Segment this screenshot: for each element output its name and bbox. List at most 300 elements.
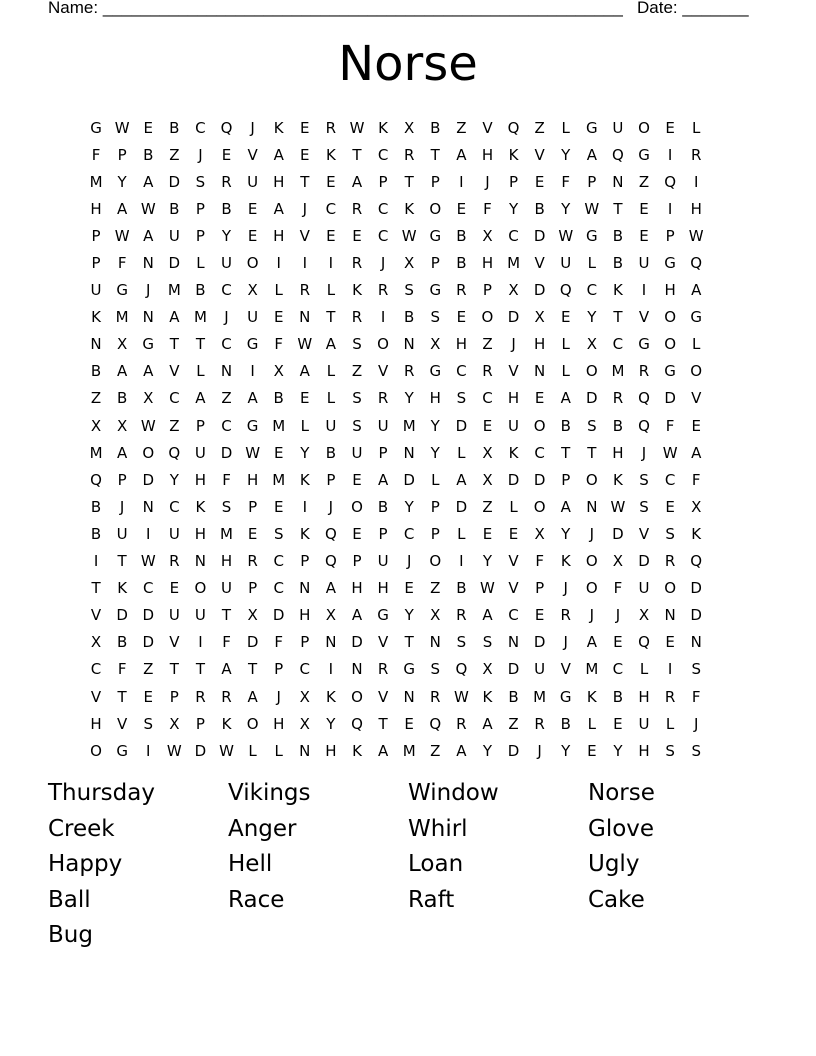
grid-letter: Y — [221, 226, 232, 245]
grid-letter: X — [586, 335, 597, 354]
grid-letter: A — [117, 443, 128, 462]
grid-letter: G — [142, 335, 155, 354]
grid-letter: R — [664, 552, 676, 571]
grid-letter: D — [220, 443, 233, 462]
grid-letter: N — [664, 606, 676, 625]
grid-letter: D — [533, 281, 546, 300]
grid-letter: P — [430, 172, 440, 191]
grid-letter: G — [664, 254, 676, 273]
grid-letter: D — [194, 741, 207, 760]
grid-letter: A — [169, 308, 180, 327]
grid-letter: B — [560, 714, 571, 733]
grid-letter: H — [690, 199, 702, 218]
grid-letter: R — [351, 254, 363, 273]
grid-letter: C — [142, 579, 154, 598]
grid-letter: E — [404, 579, 414, 598]
grid-letter: U — [221, 579, 232, 598]
grid-letter: D — [586, 389, 598, 408]
grid-letter: D — [507, 308, 520, 327]
grid-letter: L — [509, 497, 518, 516]
grid-letter: Q — [324, 524, 337, 543]
grid-letter: E — [326, 226, 336, 245]
grid-letter: F — [483, 199, 492, 218]
grid-letter: O — [194, 579, 207, 598]
grid-letter: C — [612, 660, 624, 679]
grid-letter: V — [534, 145, 545, 164]
grid-letter: R — [534, 714, 545, 733]
grid-letter: B — [221, 199, 232, 218]
grid-letter: J — [615, 606, 621, 625]
grid-letter: Y — [169, 470, 179, 489]
grid-letter: G — [559, 687, 572, 706]
grid-letter: T — [117, 687, 127, 706]
grid-letter: A — [299, 362, 310, 381]
grid-letter: B — [116, 633, 128, 652]
grid-letter: L — [457, 524, 466, 543]
grid-letter: D — [533, 226, 546, 245]
grid-letter: V — [247, 145, 258, 164]
grid-letter: M — [220, 524, 233, 543]
grid-letter: W — [140, 416, 156, 435]
grid-letter: U — [247, 172, 259, 191]
grid-letter: O — [429, 552, 442, 571]
grid-letter: B — [377, 497, 389, 516]
grid-letter: L — [587, 254, 596, 273]
grid-letter: L — [274, 741, 283, 760]
grid-row — [83, 548, 709, 575]
grid-letter: F — [222, 633, 231, 652]
grid-letter: E — [273, 308, 284, 327]
grid-letter: K — [404, 199, 415, 218]
grid-letter: F — [535, 552, 544, 571]
grid-letter: I — [250, 362, 255, 381]
grid-letter: N — [220, 362, 233, 381]
date-blank[interactable]: _______ — [682, 0, 749, 17]
grid-letter: S — [430, 660, 441, 679]
grid-letter: P — [430, 497, 440, 516]
grid-letter: K — [613, 470, 623, 489]
grid-letter: N — [142, 254, 154, 273]
grid-letter: T — [91, 579, 101, 598]
grid-letter: A — [325, 335, 337, 354]
grid-letter: Z — [482, 335, 493, 354]
grid-letter: Y — [561, 199, 571, 218]
grid-letter: U — [168, 606, 180, 625]
grid-letter: M — [402, 416, 416, 435]
grid-letter: B — [116, 389, 128, 408]
grid-letter: U — [116, 524, 128, 543]
grid-letter: R — [247, 552, 258, 571]
grid-letter: E — [482, 524, 493, 543]
grid-letter: N — [325, 633, 337, 652]
grid-letter: J — [406, 552, 412, 571]
grid-letter: P — [248, 579, 258, 598]
grid-letter: H — [638, 687, 650, 706]
grid-row — [83, 439, 709, 466]
grid-letter: R — [403, 362, 415, 381]
grid-letter: Z — [638, 172, 650, 191]
grid-row — [83, 412, 709, 439]
grid-letter: B — [169, 199, 180, 218]
grid-letter: K — [482, 687, 493, 706]
grid-letter: Z — [143, 660, 154, 679]
grid-letter: Q — [429, 714, 442, 733]
grid-letter: X — [273, 362, 284, 381]
grid-letter: J — [224, 308, 229, 327]
grid-letter: V — [90, 687, 102, 706]
grid-letter: I — [276, 254, 281, 273]
grid-letter: A — [691, 281, 702, 300]
grid-letter: Z — [169, 416, 180, 435]
word-list-item: Happy — [48, 851, 123, 878]
grid-letter: U — [508, 416, 520, 435]
word-list-item: Whirl — [408, 815, 468, 842]
grid-letter: D — [246, 633, 259, 652]
grid-letter: B — [612, 687, 624, 706]
grid-letter: E — [247, 524, 258, 543]
grid-letter: O — [664, 308, 677, 327]
grid-letter: C — [482, 389, 493, 408]
grid-letter: X — [534, 524, 545, 543]
grid-letter: P — [117, 145, 127, 164]
grid-letter: D — [455, 416, 468, 435]
word-list-item: Cake — [588, 886, 645, 913]
grid-letter: F — [117, 254, 127, 273]
grid-letter: E — [143, 687, 153, 706]
grid-letter: Y — [430, 443, 440, 462]
grid-letter: X — [638, 606, 650, 625]
grid-letter: N — [90, 335, 102, 354]
grid-letter: T — [352, 145, 362, 164]
grid-letter: W — [480, 579, 495, 598]
grid-letter: B — [169, 118, 180, 137]
grid-letter: Z — [456, 118, 467, 137]
word-list-item: Hell — [228, 851, 273, 878]
grid-letter: L — [692, 335, 701, 354]
grid-letter: J — [146, 281, 151, 300]
grid-letter: D — [403, 470, 415, 489]
grid-letter: Z — [430, 579, 441, 598]
grid-letter: C — [612, 335, 624, 354]
grid-letter: A — [117, 362, 128, 381]
grid-letter: K — [273, 118, 284, 137]
grid-letter: S — [143, 714, 153, 733]
word-list-item: Norse — [588, 780, 655, 806]
grid-letter: D — [507, 741, 520, 760]
grid-letter: W — [114, 226, 130, 245]
grid-letter: K — [352, 281, 362, 300]
grid-letter: U — [194, 443, 206, 462]
grid-letter: D — [168, 254, 181, 273]
grid-letter: C — [508, 606, 519, 625]
word-list-item: Bug — [48, 922, 93, 949]
grid-letter: M — [507, 254, 521, 273]
grid-letter: C — [195, 118, 206, 137]
grid-letter: V — [377, 633, 389, 652]
grid-letter: U — [90, 281, 102, 300]
grid-letter: B — [273, 389, 284, 408]
grid-letter: T — [404, 633, 414, 652]
grid-letter: N — [299, 308, 311, 327]
word-list-item: Raft — [408, 886, 455, 913]
grid-letter: X — [404, 254, 415, 273]
grid-letter: D — [351, 633, 363, 652]
grid-letter: R — [221, 172, 232, 191]
grid-letter: R — [299, 281, 311, 300]
grid-letter: E — [665, 497, 675, 516]
grid-letter: G — [246, 416, 259, 435]
grid-letter: L — [431, 470, 440, 489]
grid-letter: Y — [508, 199, 519, 218]
grid-letter: I — [328, 254, 334, 273]
grid-letter: I — [667, 199, 673, 218]
grid-letter: N — [586, 497, 598, 516]
grid-letter: C — [377, 226, 389, 245]
grid-letter: Q — [90, 470, 102, 489]
grid-letter: Q — [690, 552, 703, 571]
grid-letter: D — [116, 606, 128, 625]
grid-letter: F — [561, 172, 571, 191]
grid-letter: I — [667, 660, 673, 679]
grid-letter: S — [482, 633, 493, 652]
grid-row — [83, 520, 709, 547]
grid-letter: P — [117, 470, 127, 489]
grid-letter: M — [272, 416, 286, 435]
grid-letter: Y — [404, 606, 414, 625]
word-list-item: Vikings — [228, 780, 311, 806]
grid-letter: M — [167, 281, 181, 300]
grid-letter: V — [169, 633, 180, 652]
grid-letter: H — [273, 714, 285, 733]
grid-letter: E — [404, 714, 414, 733]
grid-letter: X — [90, 633, 102, 652]
grid-letter: V — [691, 389, 702, 408]
grid-letter: B — [612, 226, 624, 245]
grid-letter: G — [638, 145, 650, 164]
grid-letter: J — [328, 497, 334, 516]
grid-letter: H — [194, 470, 207, 489]
grid-letter: O — [664, 579, 677, 598]
grid-letter: Q — [612, 145, 624, 164]
grid-row — [83, 277, 709, 304]
grid-row — [83, 683, 709, 710]
grid-letter: B — [456, 226, 467, 245]
grid-letter: P — [378, 172, 388, 191]
grid-letter: A — [351, 606, 363, 625]
grid-letter: R — [664, 687, 676, 706]
grid-letter: T — [404, 172, 414, 191]
header-line — [48, 0, 749, 18]
grid-letter: C — [221, 335, 232, 354]
grid-letter: B — [90, 497, 102, 516]
grid-letter: M — [89, 443, 103, 462]
grid-letter: O — [429, 199, 442, 218]
grid-letter: X — [247, 281, 258, 300]
grid-letter: U — [377, 552, 389, 571]
grid-letter: K — [508, 443, 519, 462]
grid-letter: T — [587, 443, 597, 462]
grid-letter: K — [91, 308, 101, 327]
grid-letter: U — [168, 524, 180, 543]
grid-letter: W — [610, 497, 626, 516]
grid-letter: U — [534, 660, 546, 679]
grid-letter: O — [246, 254, 259, 273]
grid-letter: U — [168, 226, 180, 245]
grid-letter: V — [638, 308, 650, 327]
grid-letter: H — [664, 281, 676, 300]
grid-letter: N — [299, 741, 311, 760]
grid-letter: H — [246, 470, 259, 489]
grid-letter: S — [352, 389, 362, 408]
grid-row — [83, 358, 709, 385]
grid-letter: D — [507, 660, 520, 679]
grid-letter: L — [561, 335, 570, 354]
grid-letter: E — [326, 172, 336, 191]
grid-letter: A — [143, 172, 154, 191]
grid-letter: X — [404, 118, 415, 137]
grid-letter: L — [274, 281, 283, 300]
name-blank[interactable]: _______________________________________________________ — [102, 0, 623, 17]
grid-letter: E — [665, 118, 675, 137]
grid-letter: L — [561, 118, 570, 137]
grid-letter: G — [586, 226, 598, 245]
grid-letter: R — [456, 606, 467, 625]
grid-letter: L — [457, 443, 466, 462]
grid-letter: D — [690, 579, 702, 598]
word-list-item: Creek — [48, 815, 115, 842]
grid-letter: L — [196, 362, 205, 381]
grid-letter: C — [169, 497, 180, 516]
grid-letter: B — [90, 524, 102, 543]
grid-letter: Y — [613, 741, 623, 760]
grid-letter: A — [377, 741, 389, 760]
grid-letter: Y — [482, 552, 493, 571]
grid-letter: T — [169, 660, 179, 679]
grid-letter: W — [584, 199, 600, 218]
grid-letter: U — [638, 714, 650, 733]
grid-letter: A — [247, 687, 258, 706]
grid-letter: R — [612, 389, 624, 408]
grid-letter: E — [613, 633, 623, 652]
grid-letter: T — [221, 606, 232, 625]
grid-letter: C — [221, 416, 232, 435]
grid-letter: Y — [587, 308, 597, 327]
grid-letter: O — [90, 741, 102, 760]
grid-letter: J — [537, 741, 542, 760]
grid-letter: Z — [90, 389, 102, 408]
grid-letter: H — [194, 524, 207, 543]
grid-letter: T — [561, 443, 571, 462]
grid-letter: I — [459, 552, 464, 571]
grid-letter: P — [561, 470, 571, 489]
grid-letter: P — [482, 281, 492, 300]
grid-letter: S — [665, 741, 675, 760]
grid-letter: P — [91, 226, 101, 245]
grid-letter: G — [690, 308, 703, 327]
grid-letter: V — [560, 660, 571, 679]
grid-letter: W — [245, 443, 261, 462]
word-list-item: Ugly — [588, 851, 640, 878]
grid-letter: F — [274, 335, 284, 354]
grid-letter: Y — [430, 416, 440, 435]
grid-letter: H — [90, 714, 102, 733]
grid-letter: Q — [638, 389, 650, 408]
grid-letter: A — [560, 389, 571, 408]
grid-letter: H — [220, 552, 233, 571]
grid-letter: G — [664, 362, 676, 381]
grid-letter: P — [378, 443, 388, 462]
grid-letter: A — [221, 660, 232, 679]
grid-letter: H — [481, 145, 494, 164]
grid-letter: N — [403, 443, 415, 462]
grid-letter: Y — [326, 714, 336, 733]
grid-letter: Y — [117, 172, 127, 191]
grid-letter: S — [404, 281, 414, 300]
grid-letter: M — [115, 308, 129, 327]
grid-letter: X — [430, 335, 441, 354]
grid-letter: X — [90, 416, 102, 435]
grid-letter: B — [90, 362, 102, 381]
grid-letter: V — [377, 687, 389, 706]
grid-letter: T — [613, 308, 623, 327]
grid-letter: Q — [638, 416, 650, 435]
grid-letter: C — [169, 389, 180, 408]
page-title: Norse — [338, 36, 478, 92]
grid-letter: I — [302, 254, 308, 273]
grid-letter: N — [299, 579, 311, 598]
grid-letter: P — [352, 552, 362, 571]
grid-letter: N — [507, 633, 520, 652]
grid-letter: N — [142, 308, 154, 327]
grid-letter: X — [482, 443, 493, 462]
grid-row — [83, 493, 709, 520]
grid-row — [83, 385, 709, 412]
grid-letter: E — [534, 172, 545, 191]
grid-letter: O — [533, 416, 546, 435]
grid-row — [83, 141, 709, 168]
grid-letter: E — [300, 145, 310, 164]
grid-row — [83, 575, 709, 602]
grid-letter: L — [196, 254, 205, 273]
grid-letter: V — [299, 226, 310, 245]
grid-letter: J — [693, 714, 699, 733]
grid-letter: E — [665, 633, 675, 652]
grid-letter: A — [273, 199, 284, 218]
grid-row — [83, 710, 709, 737]
grid-letter: X — [117, 335, 128, 354]
grid-letter: A — [325, 579, 337, 598]
grid-letter: I — [641, 281, 647, 300]
grid-letter: K — [586, 687, 597, 706]
grid-letter: S — [691, 660, 701, 679]
grid-letter: S — [665, 524, 675, 543]
grid-letter: D — [690, 606, 702, 625]
grid-letter: H — [481, 254, 494, 273]
grid-letter: S — [587, 416, 597, 435]
grid-letter: T — [613, 199, 623, 218]
grid-letter: S — [639, 497, 649, 516]
grid-letter: U — [247, 308, 259, 327]
grid-letter: P — [300, 552, 310, 571]
grid-letter: A — [143, 362, 154, 381]
grid-letter: T — [169, 335, 179, 354]
grid-letter: W — [558, 226, 574, 245]
grid-letter: C — [456, 362, 467, 381]
grid-letter: W — [662, 443, 678, 462]
grid-row — [83, 331, 709, 358]
grid-letter: B — [612, 254, 624, 273]
grid-letter: G — [116, 281, 128, 300]
